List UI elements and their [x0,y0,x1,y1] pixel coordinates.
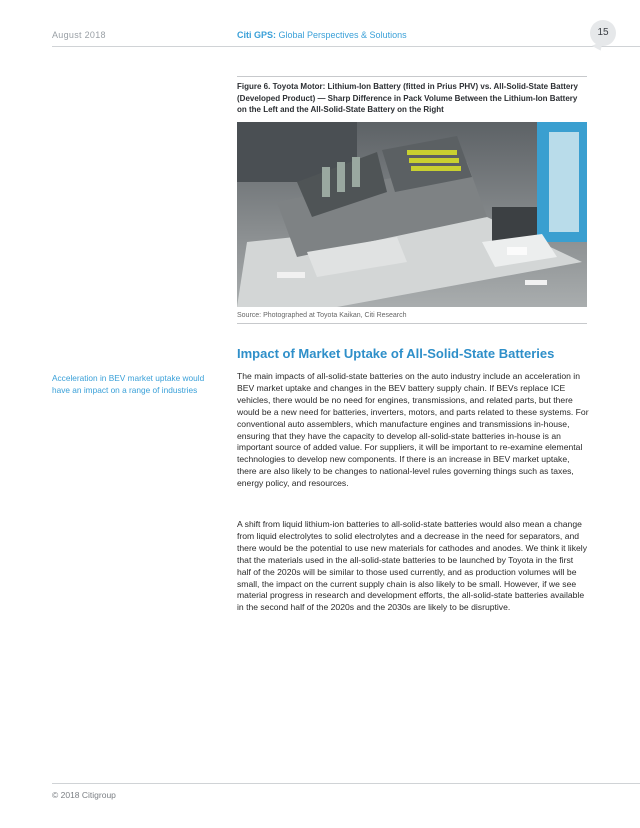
figure-source: Source: Photographed at Toyota Kaikan, Citi Research [237,312,407,319]
header-divider [52,46,640,47]
figure-top-rule [237,76,587,77]
brand-tagline: Global Perspectives & Solutions [276,30,407,40]
brand-name: Citi GPS: [237,30,277,40]
body-paragraph-1: The main impacts of all-solid-state batteries on the auto industry include an acceleration in BEV market uptake and changes in the BEV battery supply chain. If BEVs replace ICE vehicles, there would be no need for engines, transmissions, and related parts, but there would be a new need for batteries, inverters, motors, and parts related to these systems. For conventional auto assemblers, which manufacture engines and transmissions in-house, ensuring that they have the capacity to develop all-solid-state batteries in-house is an important source of added value. For suppliers, it will be important to re-examine elemental technologies to develop new components. If there is an increase in BEV market uptake, there are also likely to be changes to national-level rules governing things such as taxes, energy policy, and resources. [237,371,589,489]
figure-bottom-rule [237,323,587,324]
header-date: August 2018 [52,30,106,40]
battery-photo [237,122,587,307]
page-header [0,0,640,50]
battery-photo-illustration [237,122,587,307]
page-number-badge: 15 [590,20,616,46]
figure-caption: Figure 6. Toyota Motor: Lithium-Ion Battery (fitted in Prius PHV) vs. All-Solid-State Battery (Developed Product) — Sharp Difference in Pack Volume Between the Lithium-Ion Battery on the Left and the All-Solid-State Battery on the Right [237,82,578,114]
footer-divider [52,783,640,784]
section-title: Impact of Market Uptake of All-Solid-State Batteries [237,346,555,361]
sidebar-note: Acceleration in BEV market uptake would have an impact on a range of industries [52,373,205,395]
body-paragraph-2: A shift from liquid lithium-ion batteries to all-solid-state batteries would also mean a change from liquid electrolytes to solid electrolytes and a decrease in the need for separators, and there would be the potential to use new materials for cathodes and anodes. We think it likely that the materials used in the all-solid-state batteries to be launched by Toyota in the first half of the 2020s will be similar to those used currently, and as production volumes will be small, the impact on the current supply chain is also likely to be small. However, if we see material progress in research and development efforts, the all-solid-state batteries available in the second half of the 2020s and the 2030s are likely to be disruptive. [237,519,588,613]
footer-copyright: © 2018 Citigroup [52,790,116,800]
header-brand [237,30,407,40]
